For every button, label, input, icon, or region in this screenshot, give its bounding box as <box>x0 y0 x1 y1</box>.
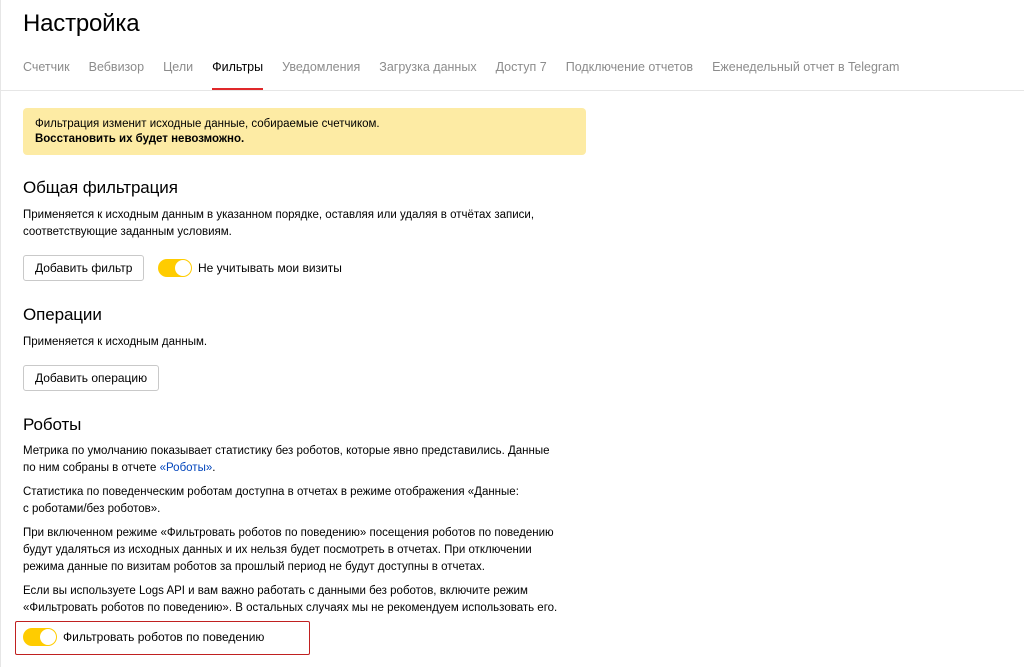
robots-p2-line-2: с роботами/без роботов». <box>23 503 161 515</box>
operations-heading: Операции <box>23 305 102 324</box>
warning-text: Фильтрация изменит исходные данные, собираемые счетчиком. <box>35 118 380 130</box>
add-filter-button[interactable]: Добавить фильтр <box>23 255 144 281</box>
robots-report-link[interactable]: «Роботы» <box>159 462 213 474</box>
robots-p3-line-3: режима данные по визитам роботов за прошлый период не будут доступны в отчетах. <box>23 561 485 573</box>
robots-p1-prefix: по ним собраны в отчете <box>23 462 160 474</box>
tab-report-connections[interactable]: Подключение отчетов <box>565 60 694 74</box>
ignore-my-visits-label: Не учитывать мои визиты <box>198 261 342 275</box>
general-filtering-description <box>23 207 534 241</box>
tabs-divider <box>0 90 1024 91</box>
robots-p4-line-1: Если вы используете Logs API и вам важно работать с данными без роботов, включите режим <box>23 585 528 597</box>
robots-p3-line-1: При включенном режиме «Фильтровать роботов по поведению» посещения роботов по поведению <box>23 527 554 539</box>
tab-goals[interactable]: Цели <box>163 60 194 74</box>
filter-warning-banner <box>23 108 586 155</box>
ignore-my-visits-toggle-row[interactable] <box>158 259 342 277</box>
general-description-line-2: соответствующие заданным условиям. <box>23 226 232 238</box>
page-title: Настройка <box>23 10 140 37</box>
tab-notifications[interactable]: Уведомления <box>282 60 361 74</box>
tab-filters[interactable]: Фильтры <box>212 57 263 91</box>
toggle-knob <box>175 260 191 276</box>
filter-robots-label: Фильтровать роботов по поведению <box>63 630 265 644</box>
ignore-my-visits-toggle[interactable] <box>158 259 192 277</box>
filter-robots-toggle[interactable] <box>23 628 57 646</box>
robots-paragraph-2 <box>23 484 519 518</box>
toggle-knob <box>40 629 56 645</box>
robots-p4-line-2: «Фильтровать роботов по поведению». В остальных случаях мы не рекомендуем использовать его. <box>23 602 558 614</box>
general-filtering-heading: Общая фильтрация <box>23 178 178 197</box>
warning-bold-text: Восстановить их будет невозможно. <box>35 133 245 145</box>
tab-counter[interactable]: Счетчик <box>23 60 70 74</box>
tab-telegram-report[interactable]: Еженедельный отчет в Telegram <box>712 60 900 74</box>
robots-paragraph-4 <box>23 583 557 617</box>
robots-p1-line-2 <box>23 460 550 477</box>
tab-access[interactable]: Доступ 7 <box>495 60 547 74</box>
general-description-line-1: Применяется к исходным данным в указанном порядке, оставляя или удаляя в отчётах записи, <box>23 209 535 221</box>
robots-p1-suffix: . <box>212 462 216 474</box>
operations-description: Применяется к исходным данным. <box>23 336 208 348</box>
robots-p3-line-2: будут удаляться из исходных данных и их нельзя будет посмотреть в отчетах. При отключении <box>23 544 532 556</box>
left-border <box>0 0 1 667</box>
robots-p1-line-1: Метрика по умолчанию показывает статистику без роботов, которые явно представились. Данные <box>23 445 550 457</box>
tab-data-upload[interactable]: Загрузка данных <box>379 60 477 74</box>
robots-paragraph-1 <box>23 443 550 477</box>
robots-heading: Роботы <box>23 415 82 434</box>
robots-p2-line-1: Статистика по поведенческим роботам доступна в отчетах в режиме отображения «Данные: <box>23 486 519 498</box>
settings-tabs <box>23 57 918 91</box>
add-operation-button[interactable]: Добавить операцию <box>23 365 159 391</box>
robots-paragraph-3 <box>23 525 554 576</box>
filter-robots-toggle-row[interactable] <box>23 628 264 646</box>
tab-webvisor[interactable]: Вебвизор <box>88 60 145 74</box>
